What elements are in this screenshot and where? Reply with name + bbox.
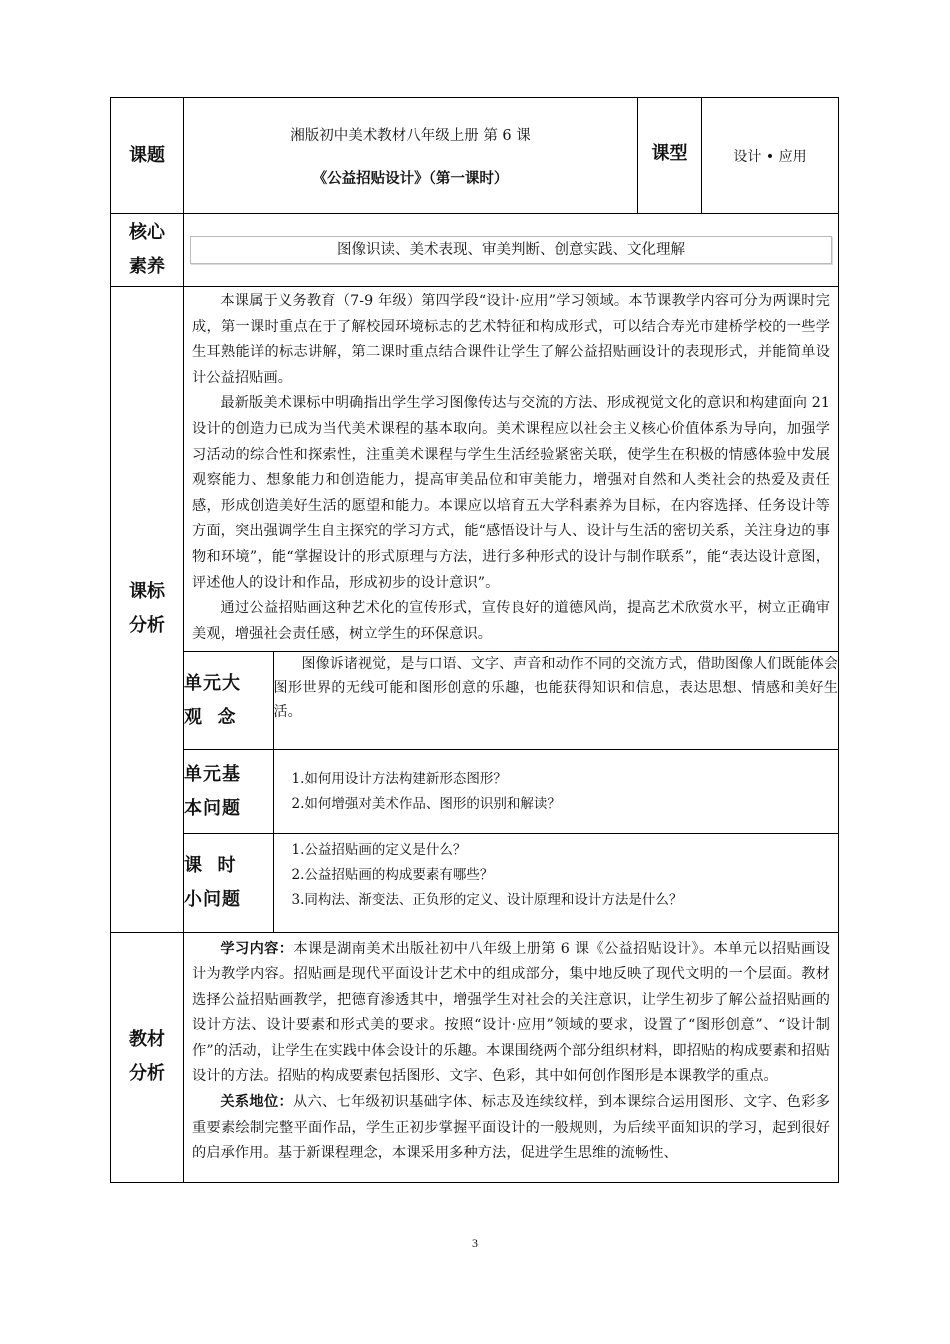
standard-analysis-label: 课标 分析: [111, 287, 184, 933]
paragraph: 最新版美术课标中明确指出学生学习图像传达与交流的方法、形成视觉文化的意识和构建面向 21 设计的创造力已成为当代美术课程的基本取向。美术课程应以社会主义核心价值体系为导向，加强学习活动的综合性和探索性，注重美术课程与学生生活经验紧密关联，使学生在积极的情感体验中发展观察能力、想象能力和创造能力，提高审美品位和审美能力，增强对自然和人类社会的热爱及责任感，形成创造美好生活的愿望和能力。本课应以培育五大学科素养为目标，在内容选择、任务设计等方面，突出强调学生自主探究的学习方式，能“感悟设计与人、设计与生活的密切关系，关注身边的事物和环境”，能“掌握设计的形式原理与方法，进行多种形式的设计与制作联系”，能“表达设计意图，评述他人的设计和作品，形成初步的设计意识”。: [192, 395, 830, 591]
textbook-analysis-row: [111, 932, 839, 1182]
list-item: 1.如何用设计方法构建新形态图形？: [291, 770, 507, 787]
page-number: 3: [472, 1236, 478, 1250]
relation-label: 关系地位：: [220, 1094, 293, 1111]
lesson-questions-row: [184, 834, 838, 932]
lesson-questions-list: [273, 834, 838, 932]
textbook-analysis-label: 教材 分析: [111, 932, 184, 1182]
lesson-plan-table: [110, 97, 839, 1183]
learning-content-label: 学习内容：: [220, 940, 294, 957]
standard-analysis-row: [111, 287, 839, 933]
paragraph: 学习内容：本课是湖南美术出版社初中八年级上册第 6 课《公益招贴设计》。本单元以招贴画设计为教学内容。招贴画是现代平面设计艺术中的组成部分，集中地反映了现代文明的一个层面。教材选择公益招贴画教学，把德育渗透其中，增强学生对社会的关注意识，让学生初步了解公益招贴画的设计方法、设计要素和形式美的要求。按照“设计·应用”领域的要求，设置了“图形创意”、“设计制作”的活动，让学生在实践中体会设计的乐趣。本课围绕两个部分组织材料，即招贴的构成要素和招贴设计的方法。招贴的构成要素包括图形、文字、色彩，其中如何创作图形是本课教学的重点。: [192, 940, 830, 1085]
core-value-cell: [184, 214, 839, 287]
unit-concept-row: [184, 652, 838, 750]
lesson-title: [184, 98, 638, 214]
core-label: 核心 素养: [111, 214, 184, 287]
list-item: 1.公益招贴画的定义是什么？: [291, 842, 467, 858]
paragraph: 关系地位：从六、七年级初识基础字体、标志及连续纹样，到本课综合运用图形、文字、色彩多重要素绘制完整平面作品，学生正初步掌握平面设计的一般规则，为后续平面知识的学习，起到很好的启承作用。基于新课程理念，本课采用多种方法，促进学生思维的流畅性、: [192, 1094, 830, 1162]
core-row: [111, 214, 839, 287]
list-item: 3.同构法、渐变法、正负形的定义、设计原理和设计方法是什么？: [291, 892, 683, 908]
textbook-analysis-text: [184, 933, 838, 1167]
topic-label: 课题: [111, 98, 184, 214]
lesson-title-line1: 湘版初中美术教材八年级上册 第 6 课: [290, 127, 531, 144]
core-value: 图像识读、美术表现、审美判断、创意实践、文化理解: [190, 236, 832, 264]
unit-questions-list: [273, 750, 838, 834]
list-item: 2.公益招贴画的构成要素有哪些？: [291, 867, 494, 883]
list-item: 2.如何增强对美术作品、图形的识别和解读？: [291, 795, 561, 812]
unit-subtable: [184, 651, 838, 932]
unit-concept-text: 图像诉诸视觉，是与口语、文字、声音和动作不同的交流方式，借助图像人们既能体会图形世界的无线可能和图形创意的乐趣，也能获得知识和信息，表达思想、情感和美好生活。: [273, 652, 838, 750]
lesson-title-line2: 《公益招贴设计》（第一课时）: [312, 170, 509, 187]
title-row: [111, 98, 839, 214]
textbook-analysis-cell: [184, 932, 839, 1182]
unit-questions-label: 单元基 本问题: [184, 750, 273, 834]
paragraph: 通过公益招贴画这种艺术化的宣传形式，宣传良好的道德风尚，提高艺术欣赏水平，树立正确审美观，增强社会责任感，树立学生的环保意识。: [192, 600, 830, 642]
standard-analysis-text: [184, 287, 838, 651]
type-value: 设计 • 应用: [702, 98, 839, 214]
standard-analysis-cell: [184, 287, 839, 933]
paragraph: 本课属于义务教育（7-9 年级）第四学段“设计·应用”学习领域。本节课教学内容可分为两课时完成，第一课时重点在于了解校园环境标志的艺术特征和构成形式，可以结合寿光市建桥学校的一些学生耳熟能详的标志讲解，第二课时重点结合课件让学生了解公益招贴画设计的表现形式，并能简单设计公益招贴画。: [192, 293, 830, 386]
unit-concept-label: 单元大 观 念: [184, 652, 273, 750]
lesson-questions-label: 课 时 小问题: [184, 834, 273, 932]
unit-questions-row: [184, 750, 838, 834]
type-label: 课型: [638, 98, 702, 214]
